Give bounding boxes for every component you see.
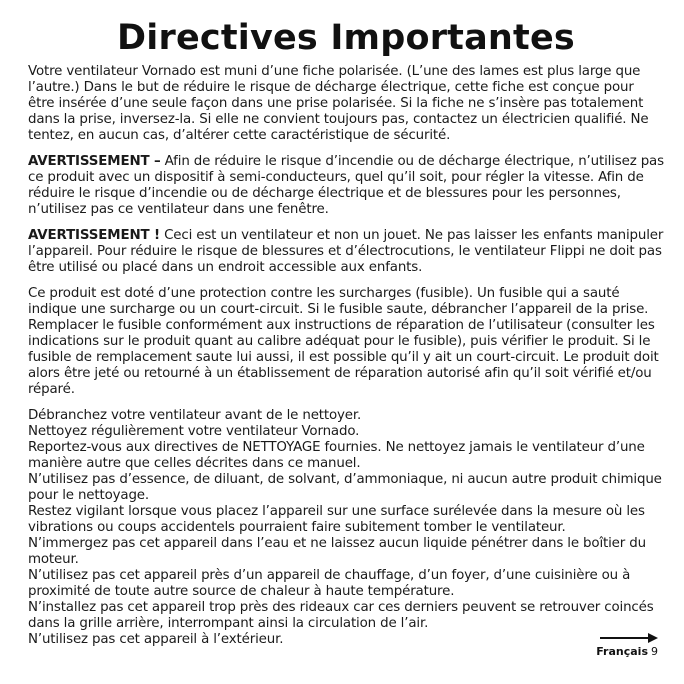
warning-paragraph-1 (28, 154, 664, 218)
list-item: Débranchez votre ventilateur avant de le nettoyer. (28, 408, 362, 423)
arrow-right-icon (600, 633, 658, 643)
warning-paragraph-2 (28, 228, 664, 276)
warning-text: Ceci est un ventilateur et non un jouet. Ne pas laisser les enfants manipuler l’appareil. Pour réduire le risque de blessures et d’électrocutions, le ventilateur Flippi ne doit pas être utilisé ou placé dans un endroit accessible aux enfants. (28, 228, 664, 275)
list-item: Restez vigilant lorsque vous placez l’appareil sur une surface surélevée dans la mesure où les vibrations ou coups accidentels pourraient faire subitement tomber le ventilateur. (28, 504, 645, 535)
page-title: Directives Importantes (117, 18, 575, 58)
fuse-paragraph: Ce produit est doté d’une protection contre les surcharges (fusible). Un fusible qui a sauté indique une surcharge ou un court-circuit. Si le fusible saute, débrancher l’appareil de la prise. Remplacer le fusible conformément aux instructions de réparation de l’utilisateur (consulter les indications sur le produit quant au calibre adéquat pour le fusible), puis vérifier le produit. Si le fusible de remplacement saute lui aussi, il est possible qu’il y ait un court-circuit. Le produit doit alors être jeté ou retourné à un établissement de réparation autorisé afin qu’il soit vérifié et/ou réparé. (28, 286, 659, 397)
list-item: Reportez-vous aux directives de NETTOYAGE fournies. Ne nettoyez jamais le ventilateur d’une manière autre que celles décrites dans ce manuel. (28, 440, 645, 471)
list-item: N’installez pas cet appareil trop près des rideaux car ces derniers peuvent se retrouver coincés dans la grille arrière, interrompant ainsi la circulation de l’air. (28, 600, 654, 631)
list-item: N’utilisez pas cet appareil à l’extérieur. (28, 632, 284, 647)
warning-label: AVERTISSEMENT – (28, 154, 161, 169)
page-number: 9 (651, 645, 658, 658)
language-label: Français (596, 645, 648, 658)
list-item: Nettoyez régulièrement votre ventilateur Vornado. (28, 424, 360, 439)
document-page (28, 18, 664, 648)
page-indicator (596, 645, 658, 658)
warning-text: Afin de réduire le risque d’incendie ou de décharge électrique, n’utilisez pas ce produit avec un dispositif à semi-conducteurs, quel qu’il soit, pour régler la vitesse. Afin de réduire le risque d’incendie ou de décharge électrique et de blessures pour les personnes, n’utilisez pas ce ventilateur dans une fenêtre. (28, 154, 664, 217)
list-item: N’utilisez pas cet appareil près d’un appareil de chauffage, d’un foyer, d’une cuisinière ou à proximité de toute autre source de chaleur à haute température. (28, 568, 631, 599)
list-item: N’immergez pas cet appareil dans l’eau et ne laissez aucun liquide pénétrer dans le boîtier du moteur. (28, 536, 646, 567)
polarized-plug-paragraph: Votre ventilateur Vornado est muni d’une fiche polarisée. (L’une des lames est plus large que l’autre.) Dans le but de réduire le risque de décharge électrique, cette fiche est conçue pour être insérée d’une seule façon dans une prise polarisée. Si la fiche ne s’insère pas totalement dans la prise, inversez-la. Si elle ne convient toujours pas, contactez un électricien qualifié. Ne tentez, en aucun cas, d’altérer cette caractéristique de sécurité. (28, 64, 649, 143)
list-item: N’utilisez pas d’essence, de diluant, de solvant, d’ammoniaque, ni aucun autre produit chimique pour le nettoyage. (28, 472, 662, 503)
page-footer (596, 633, 658, 658)
warning-label: AVERTISSEMENT ! (28, 228, 160, 243)
safety-instructions-list (28, 408, 664, 648)
